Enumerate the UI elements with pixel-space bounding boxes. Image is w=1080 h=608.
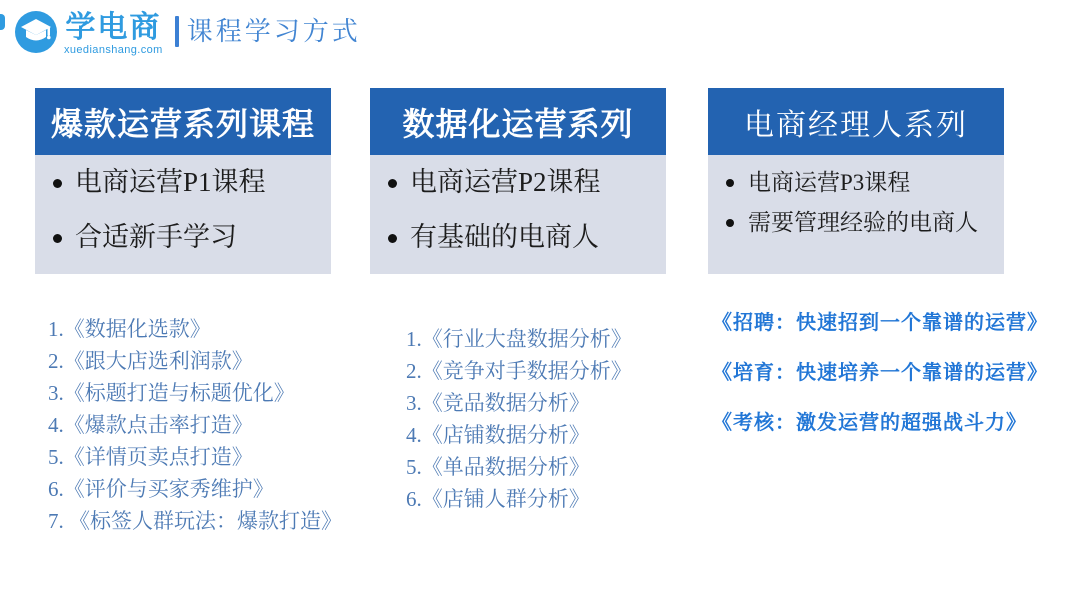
bullet-item: 电商运营P1课程	[51, 168, 331, 197]
bullet-item: 电商运营P2课程	[386, 168, 666, 197]
course-item: 7. 《标签人群玩法：爆款打造》	[48, 509, 342, 533]
header	[14, 10, 361, 60]
column-ecommerce-manager	[708, 88, 1004, 274]
course-item: 1.《数据化选款》	[48, 317, 211, 341]
column-title: 电商经理人系列	[708, 88, 1004, 155]
course-item: 6.《评价与买家秀维护》	[48, 477, 274, 501]
course-item: 《考核：激发运营的超强战斗力》	[712, 412, 1027, 434]
column-panel	[370, 155, 666, 274]
brand-domain: xuedianshang.com	[64, 44, 163, 56]
course-list-data-ops	[406, 328, 632, 520]
brand-name: 学电商	[65, 11, 162, 44]
bullet-list	[51, 168, 331, 252]
course-item: 《培育：快速培养一个靠谱的运营》	[712, 362, 1048, 384]
left-edge-mark	[0, 14, 5, 30]
course-item: 《招聘：快速招到一个靠谱的运营》	[712, 312, 1048, 334]
course-item: 6.《店铺人群分析》	[406, 487, 590, 511]
course-item: 3.《标题打造与标题优化》	[48, 381, 295, 405]
course-item: 5.《详情页卖点打造》	[48, 445, 253, 469]
brand-text	[64, 10, 163, 56]
bullet-item: 合适新手学习	[51, 223, 331, 252]
bullet-item: 电商运营P3课程	[724, 170, 1004, 195]
page-title: 课程学习方式	[186, 16, 361, 46]
bullet-list	[386, 168, 666, 252]
course-item: 3.《竞品数据分析》	[406, 391, 590, 415]
header-divider	[175, 16, 179, 47]
bullet-item: 有基础的电商人	[386, 223, 666, 252]
course-item: 2.《竞争对手数据分析》	[406, 359, 632, 383]
column-panel	[35, 155, 331, 274]
course-item: 1.《行业大盘数据分析》	[406, 327, 632, 351]
column-data-operations	[370, 88, 666, 274]
course-list-manager	[712, 312, 1048, 462]
course-list-hot-item	[48, 318, 342, 542]
bullet-list	[724, 170, 1004, 235]
course-item: 2.《跟大店选利润款》	[48, 349, 253, 373]
bullet-item: 需要管理经验的电商人	[724, 210, 1004, 235]
course-item: 4.《爆款点击率打造》	[48, 413, 253, 437]
column-title: 爆款运营系列课程	[35, 88, 331, 155]
column-hot-item-operations	[35, 88, 331, 274]
column-panel	[708, 155, 1004, 274]
course-item: 5.《单品数据分析》	[406, 455, 590, 479]
logo-graduation-cap-icon	[14, 10, 58, 54]
column-title: 数据化运营系列	[370, 88, 666, 155]
course-item: 4.《店铺数据分析》	[406, 423, 590, 447]
